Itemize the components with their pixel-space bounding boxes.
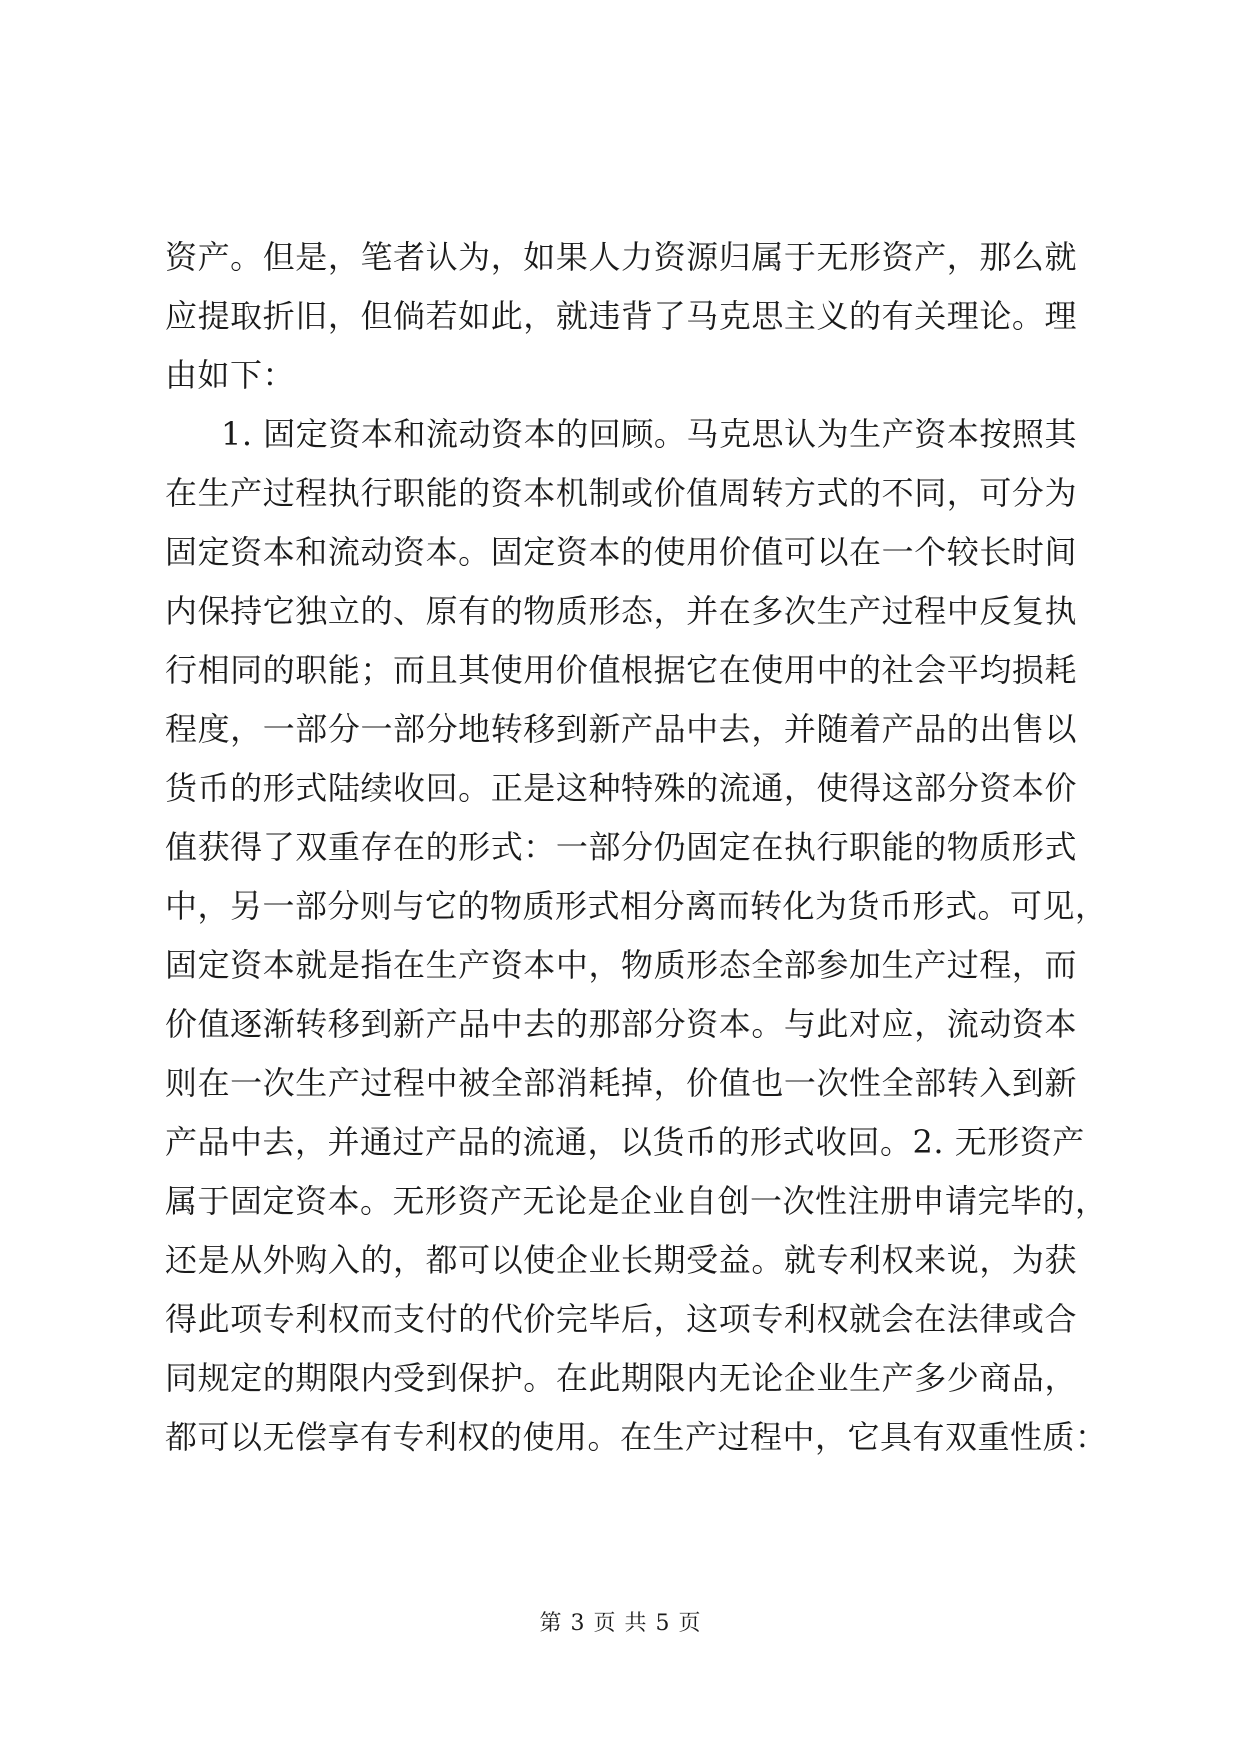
text-line: 属于固定资本。无形资产无论是企业自创一次性注册申请完毕的，	[165, 1182, 1108, 1220]
text-line: 固定资本和流动资本。固定资本的使用价值可以在一个较长时间	[165, 533, 1077, 571]
text-line: 产品中去，并通过产品的流通，以货币的形式收回。2. 无形资产	[165, 1123, 1085, 1161]
text-line: 得此项专利权而支付的代价完毕后，这项专利权就会在法律或合	[165, 1300, 1077, 1338]
text-line: 固定资本就是指在生产资本中，物质形态全部参加生产过程，而	[165, 946, 1077, 984]
text-line: 应提取折旧，但倘若如此，就违背了马克思主义的有关理论。理	[165, 297, 1077, 335]
text-line: 同规定的期限内受到保护。在此期限内无论企业生产多少商品，	[165, 1359, 1077, 1397]
text-line: 程度，一部分一部分地转移到新产品中去，并随着产品的出售以	[165, 710, 1077, 748]
text-line: 行相同的职能；而且其使用价值根据它在使用中的社会平均损耗	[165, 651, 1077, 689]
text-line: 价值逐渐转移到新产品中去的那部分资本。与此对应，流动资本	[165, 1005, 1077, 1043]
text-line: 在生产过程执行职能的资本机制或价值周转方式的不同，可分为	[165, 474, 1077, 512]
text-line: 内保持它独立的、原有的物质形态，并在多次生产过程中反复执	[165, 592, 1077, 630]
text-line: 值获得了双重存在的形式：一部分仍固定在执行职能的物质形式	[165, 828, 1077, 866]
text-line: 由如下：	[165, 356, 296, 394]
page-number-footer: 第 3 页 共 5 页	[539, 1611, 702, 1636]
text-line: 则在一次生产过程中被全部消耗掉，价值也一次性全部转入到新	[165, 1064, 1077, 1102]
text-line: 资产。但是，笔者认为，如果人力资源归属于无形资产，那么就	[165, 238, 1077, 276]
text-line: 还是从外购入的，都可以使企业长期受益。就专利权来说，为获	[165, 1241, 1077, 1279]
text-line: 中，另一部分则与它的物质形式相分离而转化为货币形式。可见，	[165, 887, 1108, 925]
text-line: 1. 固定资本和流动资本的回顾。马克思认为生产资本按照其	[221, 415, 1077, 453]
body-text	[165, 228, 1108, 1467]
text-line: 都可以无偿享有专利权的使用。在生产过程中，它具有双重性质：	[165, 1418, 1108, 1456]
text-line: 货币的形式陆续收回。正是这种特殊的流通，使得这部分资本价	[165, 769, 1077, 807]
